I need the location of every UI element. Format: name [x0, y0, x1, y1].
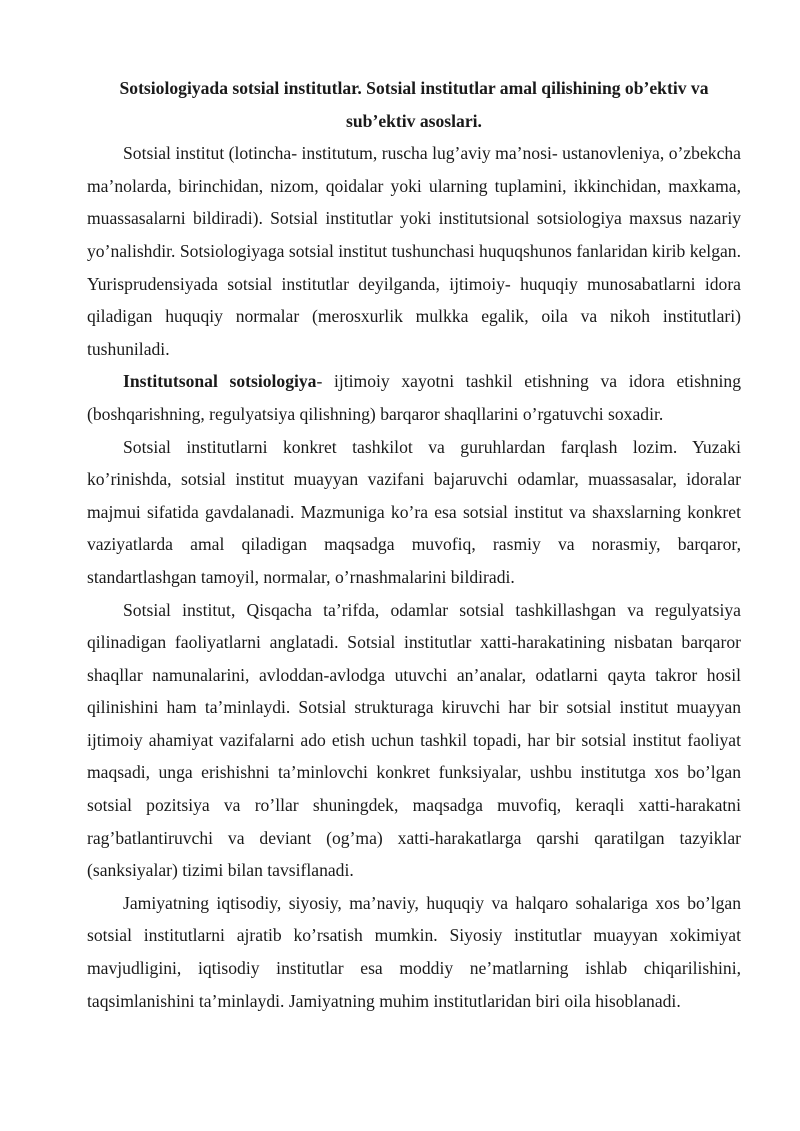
term-institutsonal-sotsiologiya: Institutsonal sotsiologiya — [123, 371, 317, 392]
paragraph-4: Sotsial institut, Qisqacha ta’rifda, odamlar sotsial tashkillashgan va regulyatsiya qilinadigan faoliyatlarni anglatadi. Sotsial institutlar xatti-harakatining nisbatan barqaror shaqllar namunalarini, avloddan-avlodga utuvchi an’analar, odatlarni qayta takror hosil qilinishini ham ta’minlaydi. Sotsial strukturaga kiruvchi har bir sotsial institut muayyan ijtimoiy ahamiyat vazifalarni ado etish uchun tashkil topadi, har bir sotsial institut faoliyat maqsadi, unga erishishni ta’minlovchi konkret funksiyalar, ushbu institutga xos bo’lgan sotsial pozitsiya va ro’llar shuningdek, maqsadga muvofiq, keraqli xatti-harakatni rag’batlantiruvchi va deviant (og’ma) xatti-harakatlarga qarshi qaratilgan tazyiklar (sanksiyalar) tizimi bilan tavsiflanadi. — [87, 599, 741, 881]
title-line-1: Sotsiologiyada sotsial institutlar. Sotsial institutlar amal qilishining ob’ektiv va — [119, 78, 709, 98]
document-title — [87, 72, 741, 137]
paragraph-2 — [87, 365, 741, 430]
title-line-2: sub’ektiv asoslari. — [346, 110, 482, 131]
document-page — [87, 72, 741, 1017]
paragraph-2-text: - ijtimoiy xayotni tashkil etishning va idora etishning (boshqarishning, regulyatsiya qilishning) barqaror shaqllarini o’rgatuvchi soxadir. — [87, 371, 741, 424]
paragraph-1: Sotsial institut (lotincha- institutum, ruscha lug’aviy ma’nosi- ustanovleniya, o’zbekcha ma’nolarda, birinchidan, nizom, qoidalar yoki ularning tuplamini, ikkinchidan, maxkama, muassasalarni bildiradi). Sotsial institutlar yoki institutsional sotsiologiya maxsus nazariy yo’nalishdir. Sotsiologiyaga sotsial institut tushunchasi huquqshunos fanlaridan kirib kelgan. Yurisprudensiyada sotsial institutlar deyilganda, ijtimoiy- huquqiy munosabatlarni idora qiladigan huquqiy normalar (merosxurlik mulkka egalik, oila va nikoh institutlari) tushuniladi. — [87, 143, 741, 359]
paragraph-5: Jamiyatning iqtisodiy, siyosiy, ma’naviy, huquqiy va halqaro sohalariga xos bo’lgan sotsial institutlarni ajratib ko’rsatish mumkin. Siyosiy institutlar muayyan xokimiyat mavjudligini, iqtisodiy institutlar esa moddiy ne’matlarning ishlab chiqarilishini, taqsimlanishini ta’minlaydi. Jamiyatning muhim institutlaridan biri oila hisoblanadi. — [87, 892, 741, 1011]
paragraph-3: Sotsial institutlarni konkret tashkilot va guruhlardan farqlash lozim. Yuzaki ko’rinishda, sotsial institut muayyan vazifani bajaruvchi odamlar, muassasalar, idoralar majmui sifatida gavdalanadi. Mazmuniga ko’ra esa sotsial institut va shaxslarning konkret vaziyatlarda amal qiladigan maqsadga muvofiq, rasmiy va norasmiy, barqaror, standartlashgan tamoyil, normalar, o’rnashmalarini bildiradi. — [87, 436, 741, 587]
